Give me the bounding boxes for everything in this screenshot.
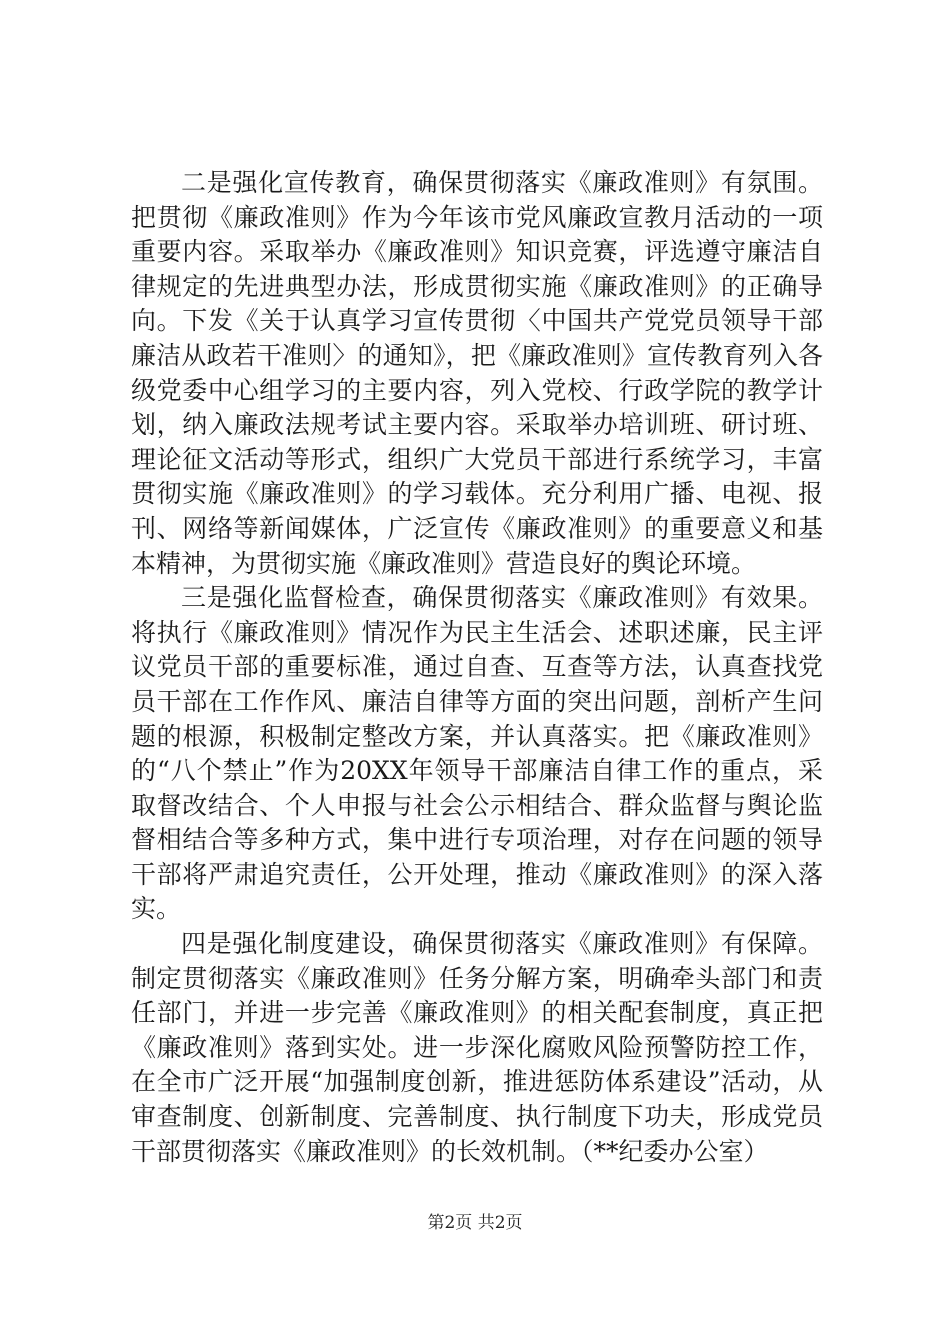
- paragraph-supervision-inspection: 三是强化监督检查，确保贯彻落实《廉政准则》有效果。将执行《廉政准则》情况作为民主生活会、述职述廉，民主评议党员干部的重要标准，通过自查、互查等方法，认真查找党员干部在工作作风、廉洁自律等方面的突出问题，剖析产生问题的根源，积极制定整改方案，并认真落实。把《廉政准则》的“八个禁止”作为20XX年领导干部廉洁自律工作的重点，采取督改结合、个人申报与社会公示相结合、群众监督与舆论监督相结合等多种方式，集中进行专项治理，对存在问题的领导干部将严肃追究责任，公开处理，推动《廉政准则》的深入落实。: [131, 583, 823, 924]
- paragraph-system-building: 四是强化制度建设，确保贯彻落实《廉政准则》有保障。制定贯彻落实《廉政准则》任务分解方案，明确牵头部门和责任部门，并进一步完善《廉政准则》的相关配套制度，真正把《廉政准则》落到实处。进一步深化腐败风险预警防控工作，在全市广泛开展“加强制度创新，推进惩防体系建设”活动，从审查制度、创新制度、完善制度、执行制度下功夫，形成党员干部贯彻落实《廉政准则》的长效机制。（**纪委办公室）: [131, 929, 823, 1166]
- document-body: [131, 166, 823, 1169]
- paragraph-propaganda-education: 二是强化宣传教育，确保贯彻落实《廉政准则》有氛围。把贯彻《廉政准则》作为今年该市党风廉政宣教月活动的一项重要内容。采取举办《廉政准则》知识竞赛，评选遵守廉洁自律规定的先进典型办法，形成贯彻实施《廉政准则》的正确导向。下发《关于认真学习宣传贯彻〈中国共产党党员领导干部廉洁从政若干准则〉的通知》，把《廉政准则》宣传教育列入各级党委中心组学习的主要内容，列入党校、行政学院的教学计划，纳入廉政法规考试主要内容。采取举办培训班、研讨班、理论征文活动等形式，组织广大党员干部进行系统学习，丰富贯彻实施《廉政准则》的学习载体。充分利用广播、电视、报刊、网络等新闻媒体，广泛宣传《廉政准则》的重要意义和基本精神，为贯彻实施《廉政准则》营造良好的舆论环境。: [131, 168, 823, 578]
- page-number-footer: 第2页 共2页: [427, 1213, 523, 1233]
